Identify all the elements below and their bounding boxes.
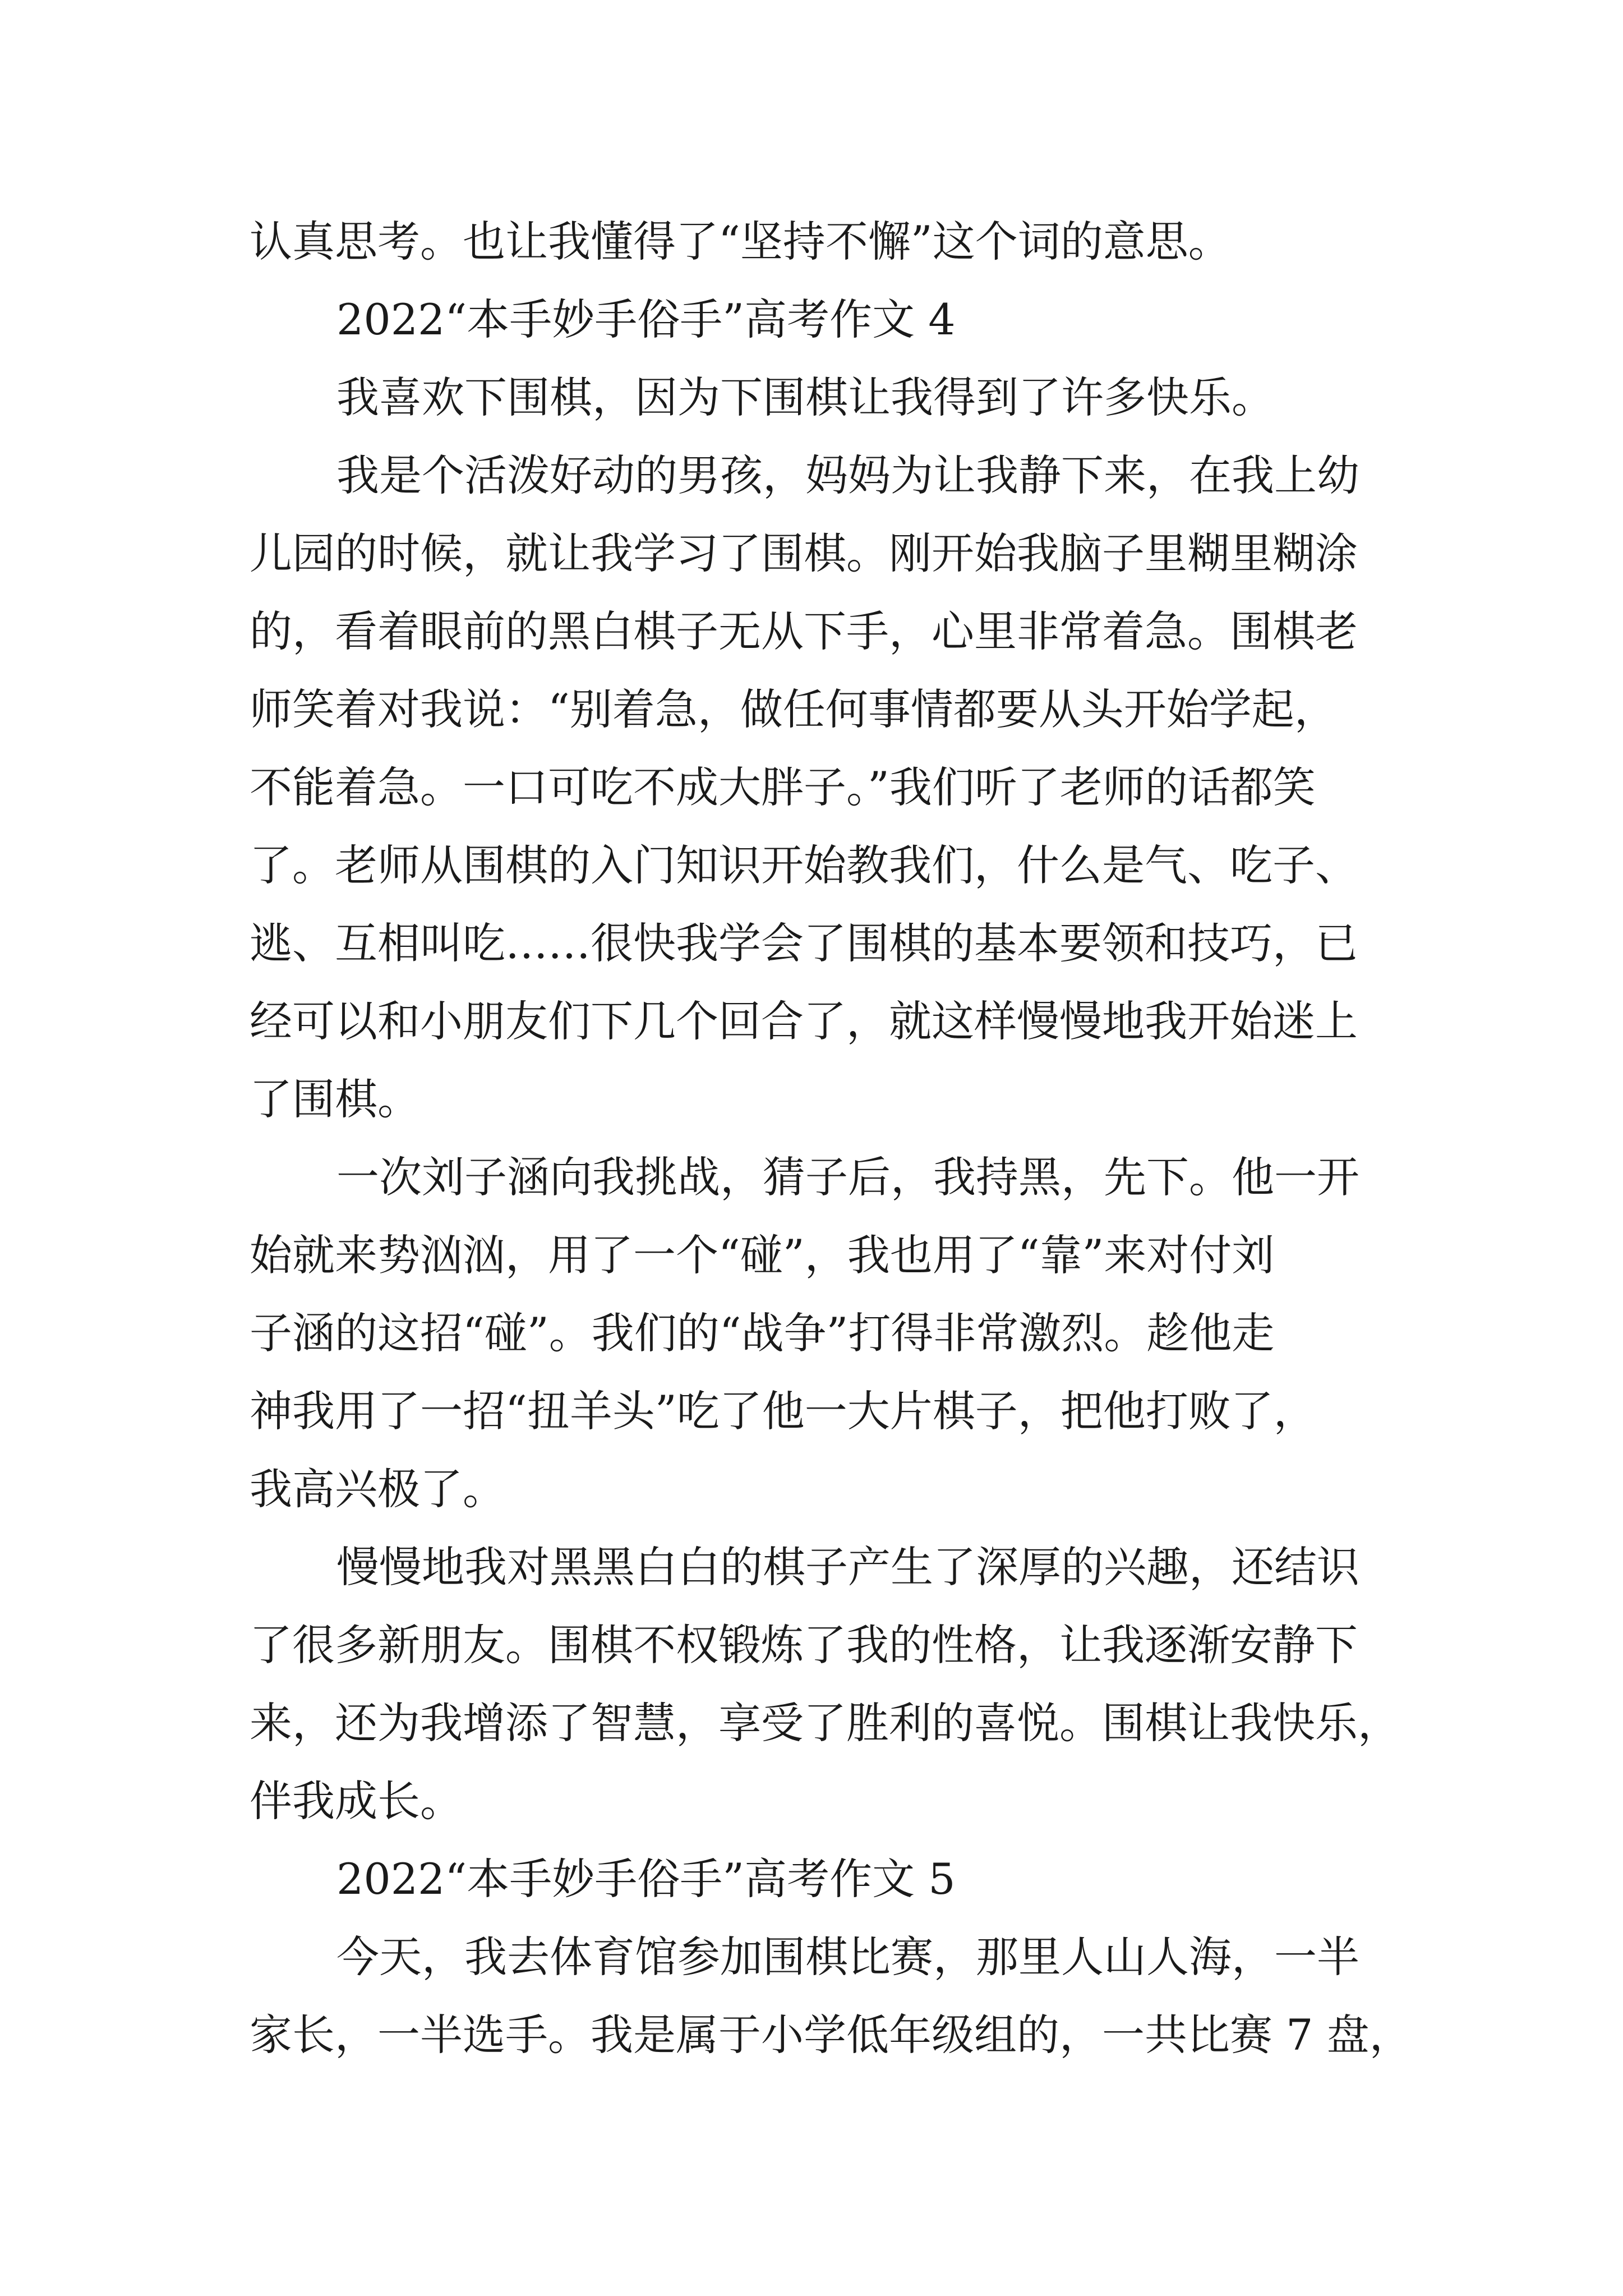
text-line: 慢慢地我对黑黑白白的棋子产生了深厚的兴趣，还结识 (336, 1542, 1359, 1592)
text-line: 了围棋。 (250, 1074, 420, 1124)
essay-heading: 2022“本手妙手俗手”高考作文 5 (336, 1854, 956, 1904)
text-line: 伴我成长。 (250, 1776, 463, 1826)
essay-heading: 2022“本手妙手俗手”高考作文 4 (336, 295, 956, 344)
text-line: 我喜欢下围棋，因为下围棋让我得到了许多快乐。 (336, 372, 1274, 422)
text-line: 我高兴极了。 (250, 1464, 505, 1514)
text-line: 来，还为我增添了智慧，享受了胜利的喜悦。围棋让我快乐， (250, 1698, 1400, 1748)
text-line: 我是个活泼好动的男孩，妈妈为让我静下来，在我上幼 (336, 450, 1359, 500)
text-line: 不能着急。一口可吃不成大胖子。”我们听了老师的话都笑 (250, 762, 1316, 812)
text-line: 经可以和小朋友们下几个回合了，就这样慢慢地我开始迷上 (250, 996, 1358, 1046)
text-line: 始就来势汹汹，用了一个“碰”，我也用了“靠”来对付刘 (250, 1230, 1275, 1280)
text-line: 子涵的这招“碰”。我们的“战争”打得非常激烈。趁他走 (250, 1308, 1275, 1358)
text-line: 神我用了一招“扭羊头”吃了他一大片棋子，把他打败了， (250, 1386, 1316, 1436)
text-line: 逃、互相叫吃……很快我学会了围棋的基本要领和技巧，已 (250, 918, 1358, 968)
text-line: 了。老师从围棋的入门知识开始教我们，什么是气、吃子、 (250, 840, 1358, 890)
text-line: 的，看着眼前的黑白棋子无从下手，心里非常着急。围棋老 (250, 606, 1358, 656)
text-line: 一次刘子涵向我挑战，猜子后，我持黑，先下。他一开 (336, 1152, 1359, 1202)
text-line: 今天，我去体育馆参加围棋比赛，那里人山人海，一半 (336, 1932, 1359, 1982)
text-line: 认真思考。也让我懂得了“坚持不懈”这个词的意思。 (250, 217, 1231, 266)
text-line: 家长，一半选手。我是属于小学低年级组的，一共比赛 7 盘， (250, 2010, 1412, 2060)
text-line: 师笑着对我说：“别着急，做任何事情都要从头开始学起， (250, 684, 1337, 734)
text-line: 儿园的时候，就让我学习了围棋。刚开始我脑子里糊里糊涂 (250, 528, 1358, 578)
text-line: 了很多新朋友。围棋不权锻炼了我的性格，让我逐渐安静下 (250, 1620, 1358, 1670)
